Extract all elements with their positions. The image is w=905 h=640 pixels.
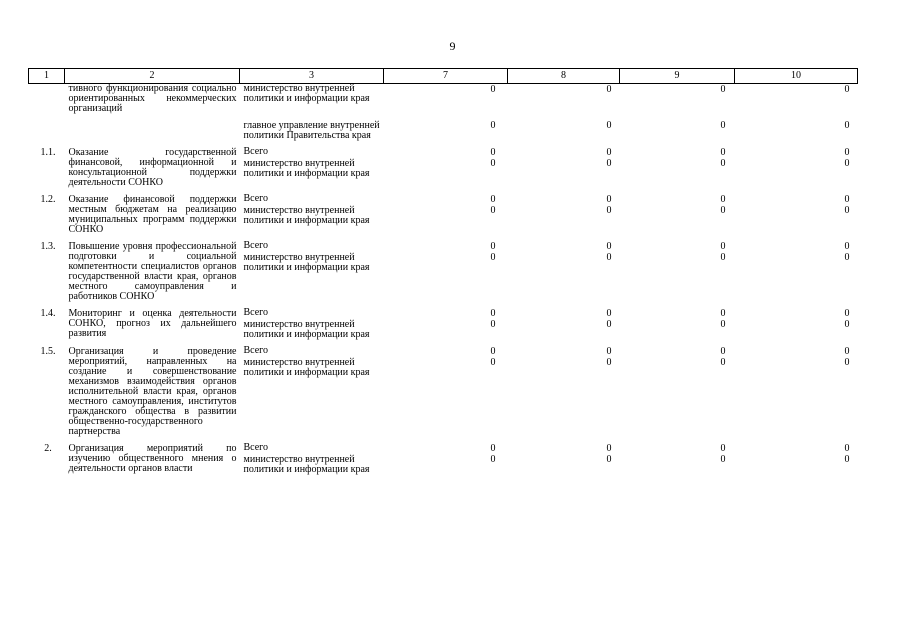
executor-amount: 0 [844, 84, 850, 95]
total-amount: 0 [490, 147, 496, 158]
total-amount: 0 [490, 308, 496, 319]
column-header-3: 3 [240, 69, 384, 84]
executor-amount: 0 [606, 357, 612, 368]
column-header-8: 8 [508, 69, 620, 84]
executor-amount: 0 [490, 205, 496, 216]
financing-table [28, 68, 858, 481]
total-amount: 0 [844, 346, 850, 357]
executor-name: министерство внутренней политики и информации края [243, 252, 370, 273]
amount-cell [620, 346, 735, 443]
activity-name [65, 120, 240, 147]
total-amount: 0 [490, 443, 496, 454]
activity-name: Повышение уровня профессиональной подготовки и социальной компетентности специалистов органов государственной власти края, органов местного самоуправления и работников СОНКО [68, 241, 237, 302]
executor-amount: 0 [606, 120, 612, 131]
executor-amount: 0 [606, 454, 612, 465]
row-number: 2. [44, 443, 52, 454]
executor-amount: 0 [844, 205, 850, 216]
table-row [29, 241, 858, 308]
amount-cell [508, 84, 620, 121]
total-amount: 0 [606, 443, 612, 454]
executor-amount: 0 [606, 252, 612, 263]
amount-cell [384, 84, 508, 121]
table-header-row [29, 69, 858, 84]
executor-name: министерство внутренней политики и информации края [243, 205, 370, 226]
amount-cell [735, 443, 858, 481]
total-amount: 0 [844, 194, 850, 205]
executor-amount: 0 [490, 84, 496, 95]
table-row [29, 346, 858, 443]
activity-name: Организация и проведение мероприятий, направленных на создание и совершенствование механизмов взаимодействия органов исполнительной власти края, органов местного самоуправления, институтов гражданского общества в развитии общественно-государственного партнерства [68, 346, 237, 437]
amount-cell [384, 443, 508, 481]
amount-cell [735, 346, 858, 443]
total-amount: 0 [720, 308, 726, 319]
amount-cell [384, 147, 508, 194]
executor-amount: 0 [606, 84, 612, 95]
total-label: Всего [243, 442, 269, 453]
row-number: 1.5. [40, 346, 56, 357]
executor-cell [240, 308, 384, 346]
activity-name: Оказание финансовой поддержки местным бюджетам на реализацию муниципальных программ поддержки СОНКО [68, 194, 237, 235]
amount-cell [735, 84, 858, 121]
total-amount: 0 [844, 241, 850, 252]
amount-cell [508, 346, 620, 443]
total-amount: 0 [844, 308, 850, 319]
executor-amount: 0 [490, 252, 496, 263]
column-header-1: 1 [29, 69, 65, 84]
executor-amount: 0 [844, 357, 850, 368]
executor-cell [240, 194, 384, 241]
executor-amount: 0 [720, 158, 726, 169]
executor-cell [240, 120, 384, 147]
executor-amount: 0 [720, 454, 726, 465]
total-amount: 0 [606, 308, 612, 319]
amount-cell [735, 241, 858, 308]
total-label: Всего [243, 146, 269, 157]
total-label: Всего [243, 240, 269, 251]
amount-cell [508, 308, 620, 346]
amount-cell [384, 241, 508, 308]
executor-cell [240, 443, 384, 481]
activity-name: Оказание государственной финансовой, информационной и консультационной поддержки деятельности СОНКО [68, 147, 237, 188]
executor-amount: 0 [606, 319, 612, 330]
amount-cell [735, 147, 858, 194]
amount-cell [508, 120, 620, 147]
executor-amount: 0 [606, 158, 612, 169]
total-amount: 0 [606, 147, 612, 158]
table-row [29, 308, 858, 346]
table-row [29, 443, 858, 481]
amount-cell [508, 194, 620, 241]
executor-amount: 0 [844, 120, 850, 131]
amount-cell [620, 84, 735, 121]
row-number: 1.2. [40, 194, 56, 205]
executor-amount: 0 [720, 357, 726, 368]
amount-cell [620, 241, 735, 308]
total-amount: 0 [720, 147, 726, 158]
executor-amount: 0 [720, 120, 726, 131]
table-row [29, 147, 858, 194]
amount-cell [620, 194, 735, 241]
row-number: 1.1. [40, 147, 56, 158]
executor-cell [240, 147, 384, 194]
executor-amount: 0 [490, 357, 496, 368]
total-amount: 0 [490, 346, 496, 357]
amount-cell [508, 241, 620, 308]
executor-amount: 0 [720, 84, 726, 95]
executor-name: министерство внутренней политики и информации края [243, 319, 370, 340]
total-amount: 0 [490, 241, 496, 252]
executor-amount: 0 [844, 454, 850, 465]
total-amount: 0 [844, 443, 850, 454]
row-number [29, 120, 65, 147]
amount-cell [735, 308, 858, 346]
total-amount: 0 [606, 346, 612, 357]
executor-amount: 0 [490, 454, 496, 465]
amount-cell [384, 194, 508, 241]
executor-cell [240, 84, 384, 121]
executor-amount: 0 [490, 319, 496, 330]
activity-name: Мониторинг и оценка деятельности СОНКО, прогноз их дальнейшего развития [68, 308, 237, 339]
column-header-2: 2 [65, 69, 240, 84]
column-header-7: 7 [384, 69, 508, 84]
executor-amount: 0 [720, 319, 726, 330]
amount-cell [620, 147, 735, 194]
total-amount: 0 [844, 147, 850, 158]
amount-cell [508, 147, 620, 194]
total-label: Всего [243, 193, 269, 204]
executor-amount: 0 [606, 205, 612, 216]
total-amount: 0 [720, 346, 726, 357]
executor-name: министерство внутренней политики и информации края [243, 454, 370, 475]
executor-amount: 0 [720, 205, 726, 216]
activity-name: тивного функционирования социально ориентированных некоммерческих организаций [68, 83, 237, 114]
amount-cell [384, 346, 508, 443]
executor-amount: 0 [720, 252, 726, 263]
activity-name: Организация мероприятий по изучению общественного мнения о деятельности органов власти [68, 443, 237, 474]
table-row [29, 84, 858, 121]
amount-cell [620, 308, 735, 346]
table-row [29, 120, 858, 147]
executor-amount: 0 [844, 252, 850, 263]
total-label: Всего [243, 307, 269, 318]
total-amount: 0 [720, 443, 726, 454]
executor-amount: 0 [844, 158, 850, 169]
amount-cell [384, 308, 508, 346]
row-number: 1.3. [40, 241, 56, 252]
column-header-10: 10 [735, 69, 858, 84]
executor-amount: 0 [490, 120, 496, 131]
row-number: 1.4. [40, 308, 56, 319]
executor-amount: 0 [490, 158, 496, 169]
amount-cell [620, 120, 735, 147]
total-amount: 0 [720, 194, 726, 205]
executor-cell [240, 241, 384, 308]
amount-cell [620, 443, 735, 481]
amount-cell [384, 120, 508, 147]
amount-cell [735, 194, 858, 241]
amount-cell [508, 443, 620, 481]
total-amount: 0 [606, 194, 612, 205]
executor-name: главное управление внутренней политики Правительства края [243, 120, 380, 141]
executor-amount: 0 [844, 319, 850, 330]
amount-cell [735, 120, 858, 147]
table-row [29, 194, 858, 241]
executor-cell [240, 346, 384, 443]
total-label: Всего [243, 345, 269, 356]
total-amount: 0 [720, 241, 726, 252]
executor-name: министерство внутренней политики и информации края [243, 357, 370, 378]
executor-name: министерство внутренней политики и информации края [243, 83, 370, 104]
column-header-9: 9 [620, 69, 735, 84]
row-number [29, 84, 65, 121]
total-amount: 0 [490, 194, 496, 205]
page-number: 9 [449, 39, 456, 53]
total-amount: 0 [606, 241, 612, 252]
executor-name: министерство внутренней политики и информации края [243, 158, 370, 179]
